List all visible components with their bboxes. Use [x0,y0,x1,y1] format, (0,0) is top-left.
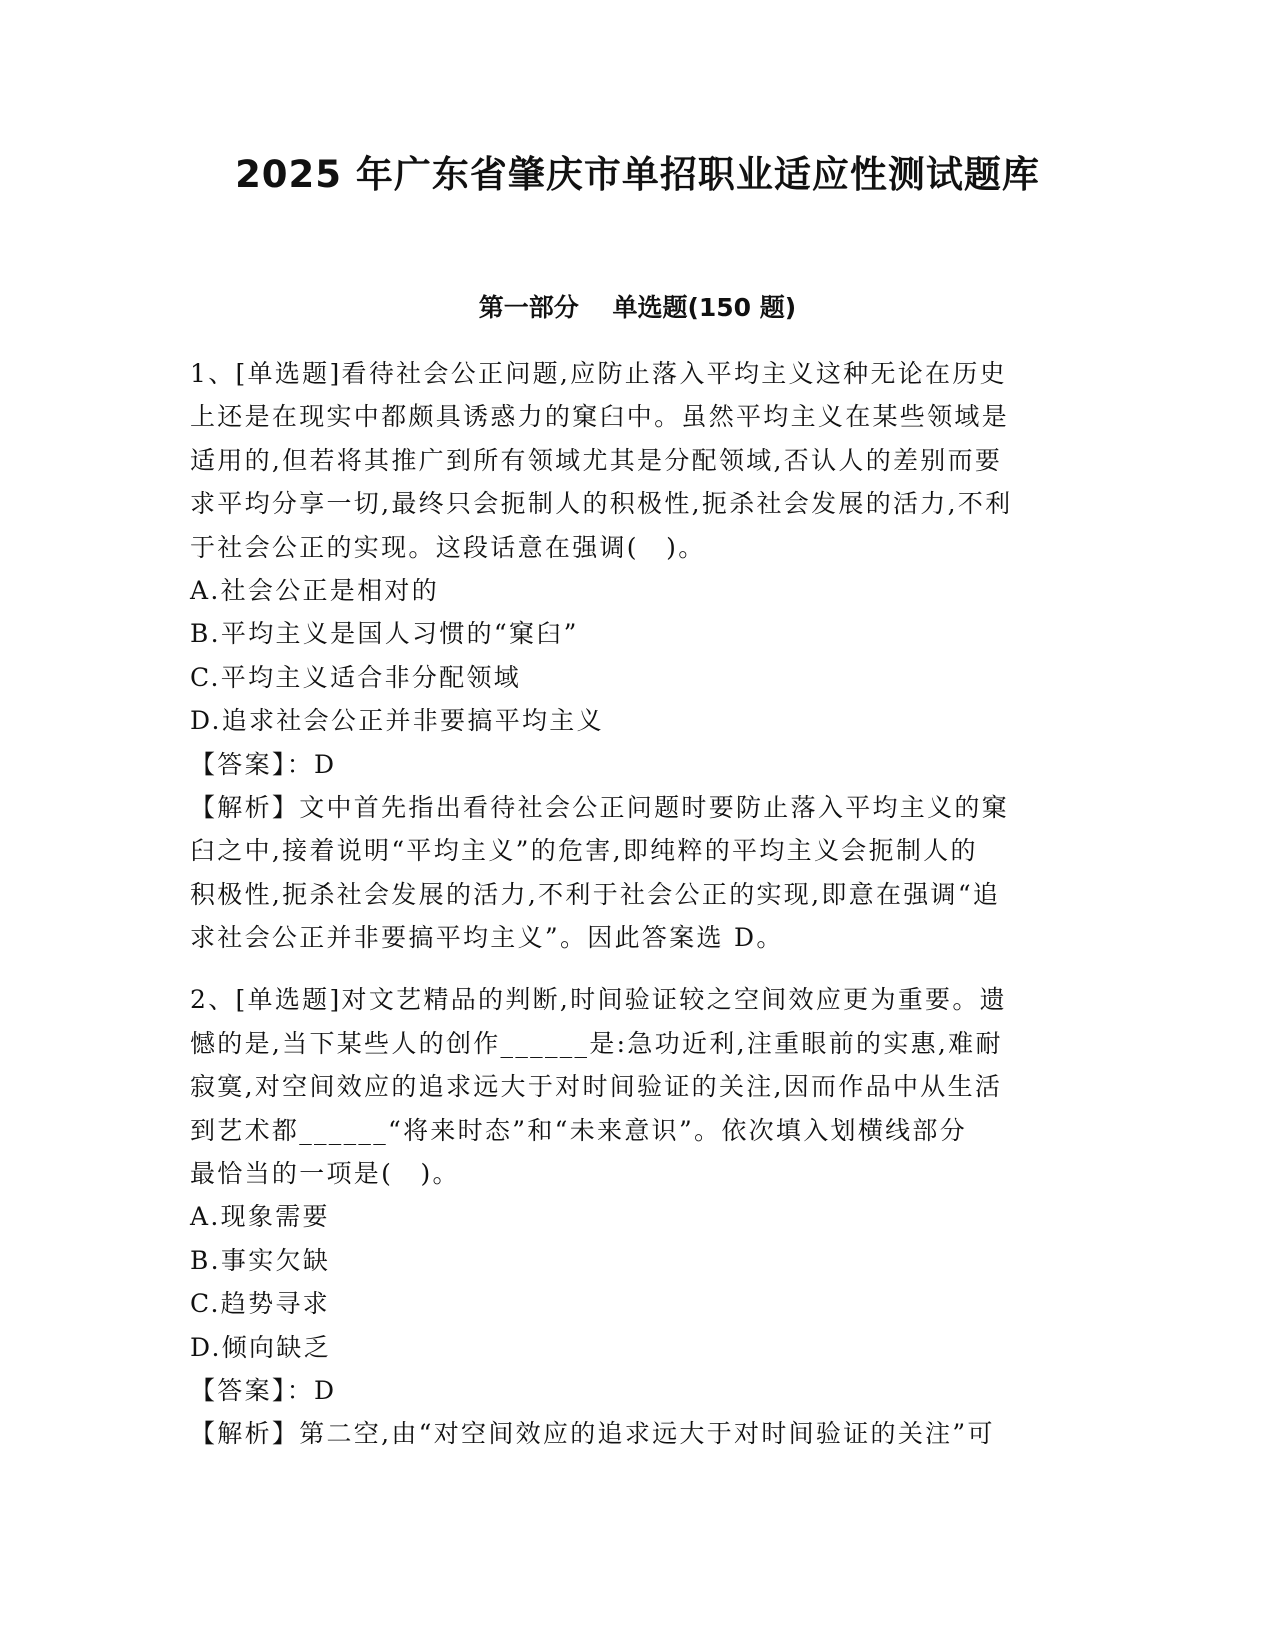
question-list [190,352,1080,1475]
option-d: D.追求社会公正并非要搞平均主义 [190,706,604,736]
question-stem-line: 2、[单选题]对文艺精品的判断,时间验证较之空间效应更为重要。遗 [190,985,1007,1015]
option-d: D.倾向缺乏 [190,1332,331,1362]
question-stem-line: 适用的,但若将其推广到所有领域尤其是分配领域,否认人的差别而要 [190,445,1003,475]
question-stem-line: 求平均分享一切,最终只会扼制人的积极性,扼杀社会发展的活力,不利 [190,489,1013,519]
question-1 [190,352,1080,959]
analysis-line: 【解析】第二空,由“对空间效应的追求远大于对时间验证的关注”可 [190,1419,995,1449]
section-title: 第一部分 单选题(150 题) [478,293,797,322]
answer-line: 【答案】：D [190,1375,337,1405]
question-stem-line: 到艺术都______“将来时态”和“未来意识”。依次填入划横线部分 [190,1115,968,1145]
option-a: A.社会公正是相对的 [190,575,440,605]
question-2 [190,978,1080,1455]
question-stem-line: 最恰当的一项是( )。 [190,1159,460,1189]
analysis-line: 臼之中,接着说明“平均主义”的危害,即纯粹的平均主义会扼制人的 [190,836,978,866]
analysis-line: 【解析】文中首先指出看待社会公正问题时要防止落入平均主义的窠 [190,792,1010,822]
option-a: A.现象需要 [190,1202,330,1232]
question-stem-line: 1、[单选题]看待社会公正问题,应防止落入平均主义这种无论在历史 [190,359,1007,388]
answer-line: 【答案】：D [190,749,337,779]
document-title: 2025 年广东省肇庆市单招职业适应性测试题库 [235,153,1040,196]
option-c: C.平均主义适合非分配领域 [190,662,522,692]
option-c: C.趋势寻求 [190,1289,330,1319]
analysis-line: 求社会公正并非要搞平均主义”。因此答案选 D。 [190,923,784,953]
question-stem-line: 憾的是,当下某些人的创作______是:急功近利,注重眼前的实惠,难耐 [190,1028,1003,1058]
option-b: B.事实欠缺 [190,1245,331,1275]
question-stem-line: 上还是在现实中都颇具诱惑力的窠臼中。虽然平均主义在某些领域是 [190,402,1010,432]
question-stem-line: 寂寞,对空间效应的追求远大于对时间验证的关注,因而作品中从生活 [190,1072,1003,1102]
question-stem-line: 于社会公正的实现。这段话意在强调( )。 [190,532,706,562]
option-b: B.平均主义是国人习惯的“窠臼” [190,619,579,649]
analysis-line: 积极性,扼杀社会发展的活力,不利于社会公正的实现,即意在强调“追 [190,879,1001,909]
